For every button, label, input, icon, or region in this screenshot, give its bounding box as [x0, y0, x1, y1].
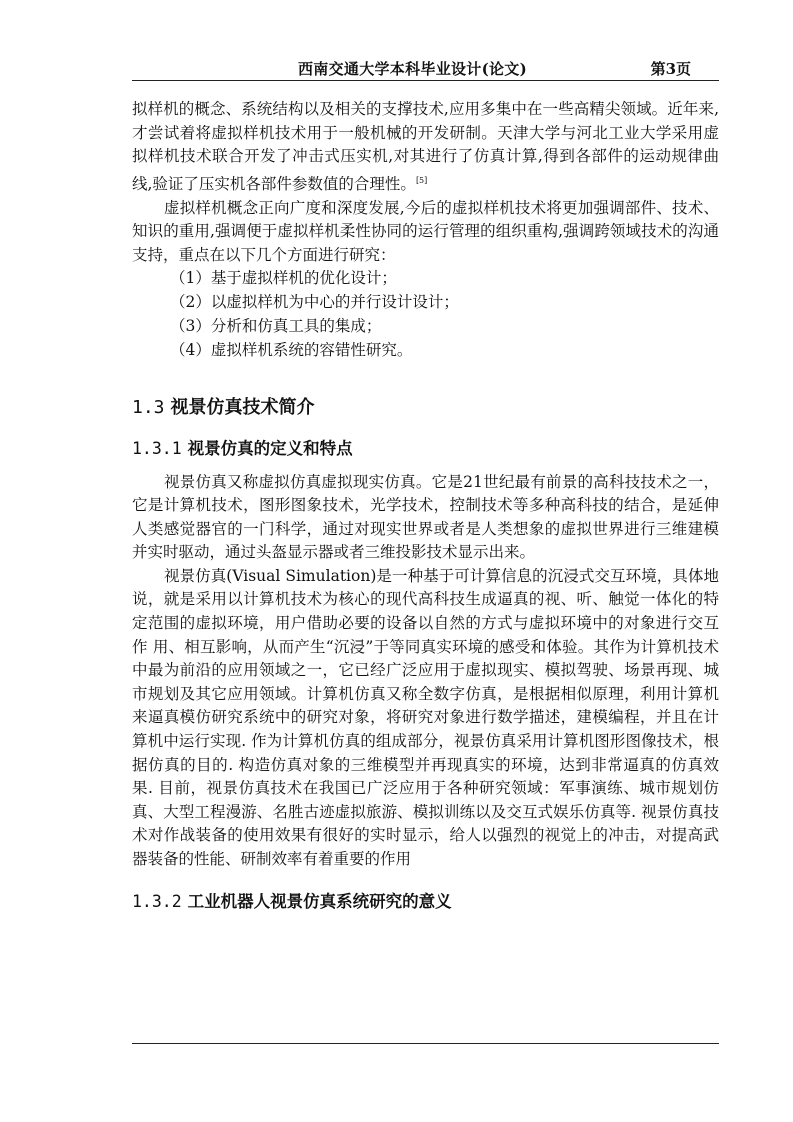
citation-ref: [5]: [415, 175, 428, 185]
list-item: （3）分析和仿真工具的集成；: [170, 316, 382, 335]
footer-rule: [132, 1043, 719, 1044]
subsection-heading-1: [132, 435, 719, 459]
header-page-number: 第3页: [650, 60, 691, 78]
section-heading: [132, 393, 719, 419]
subsection-number-2: 1.3.2: [132, 891, 182, 911]
body-paragraph-1: 视景仿真又称虚拟仿真虚拟现实仿真。它是21世纪最有前景的高科技技术之一，它是计算机技术，图形图象技术，光学技术，控制技术等多种高科技的结合，是延伸人类感觉器官的一门科学，通过对现实世界或者是人类想象的虚拟世界进行三维建模并实时驱动，通过头盔显示器或者三维投影技术显示出来。: [132, 472, 719, 562]
subsection-title-1: 视景仿真的定义和特点: [187, 438, 353, 458]
section-title: 视景仿真技术简介: [170, 396, 315, 418]
research-list: [132, 267, 719, 362]
subsection-number-1: 1.3.1: [132, 438, 182, 458]
intro-paragraph-1: [132, 98, 719, 197]
list-item: （1）基于虚拟样机的优化设计；: [170, 269, 397, 288]
subsection-title-2: 工业机器人视景仿真系统研究的意义: [187, 891, 452, 911]
list-item: （2）以虚拟样机为中心的并行设计设计；: [170, 293, 459, 312]
intro-paragraph-1-text: 拟样机的概念、系统结构以及相关的支撑技术,应用多集中在一些高精尖领域。近年来,才尝试着将虚拟样机技术用于一般机械的开发研制。天津大学与河北工业大学采用虚拟样机技术联合开发了冲击式压实机,对其进行了仿真计算,得到各部件的运动规律曲线,验证了压实机各部件参数值的合理性。: [132, 100, 719, 193]
body-paragraph-2: 视景仿真(Visual Simulation)是一种基于可计算信息的沉浸式交互环境，具体地说，就是采用以计算机技术为核心的现代高科技生成逼真的视、听、触觉一体化的特定范围的虚拟环境，用户借助必要的设备以自然的方式与虚拟环境中的对象进行交互作 用、相互影响，从而产生“沉浸”于等同真实环境的感受和体验。其作为计算机技术中最为前沿的应用领域之一，它已经广泛应用于虚拟现实、模拟驾驶、场景再现、城市规划及其它应用领域。计算机仿真又称全数字仿真，是根据相似原理，利用计算机来逼真模仿研究系统中的研究对象，将研究对象进行数学描述，建模编程，并且在计算机中运行实现. 作为计算机仿真的组成部分，视景仿真采用计算机图形图像技术，根据仿真的目的. 构造仿真对象的三维模型并再现真实的环境，达到非常逼真的仿真效果. 目前，视景仿真技术在我国已广泛应用于各种研究领域：军事演练、城市规划仿真、大型工程漫游、名胜古迹虚拟旅游、模拟训练以及交互式娱乐仿真等. 视景仿真技术对作战装备的使用效果有很好的实时显示，给人以强烈的视觉上的冲击，对提高武器装备的性能、研制效率有着重要的作用: [132, 566, 719, 868]
page-body: [132, 98, 719, 924]
list-item: （4）虚拟样机系统的容错性研究。: [170, 340, 413, 359]
page-header: [132, 56, 719, 81]
header-title: 西南交通大学本科毕业设计(论文): [298, 60, 527, 78]
section-number: 1.3: [132, 396, 165, 418]
intro-paragraph-2: 虚拟样机概念正向广度和深度发展,今后的虚拟样机技术将更加强调部件、技术、知识的重用,强调便于虚拟样机柔性协同的运行管理的组织重构,强调跨领域技术的沟通支持，重点在以下几个方面进行研究：: [132, 198, 719, 264]
subsection-heading-2: [132, 888, 719, 912]
